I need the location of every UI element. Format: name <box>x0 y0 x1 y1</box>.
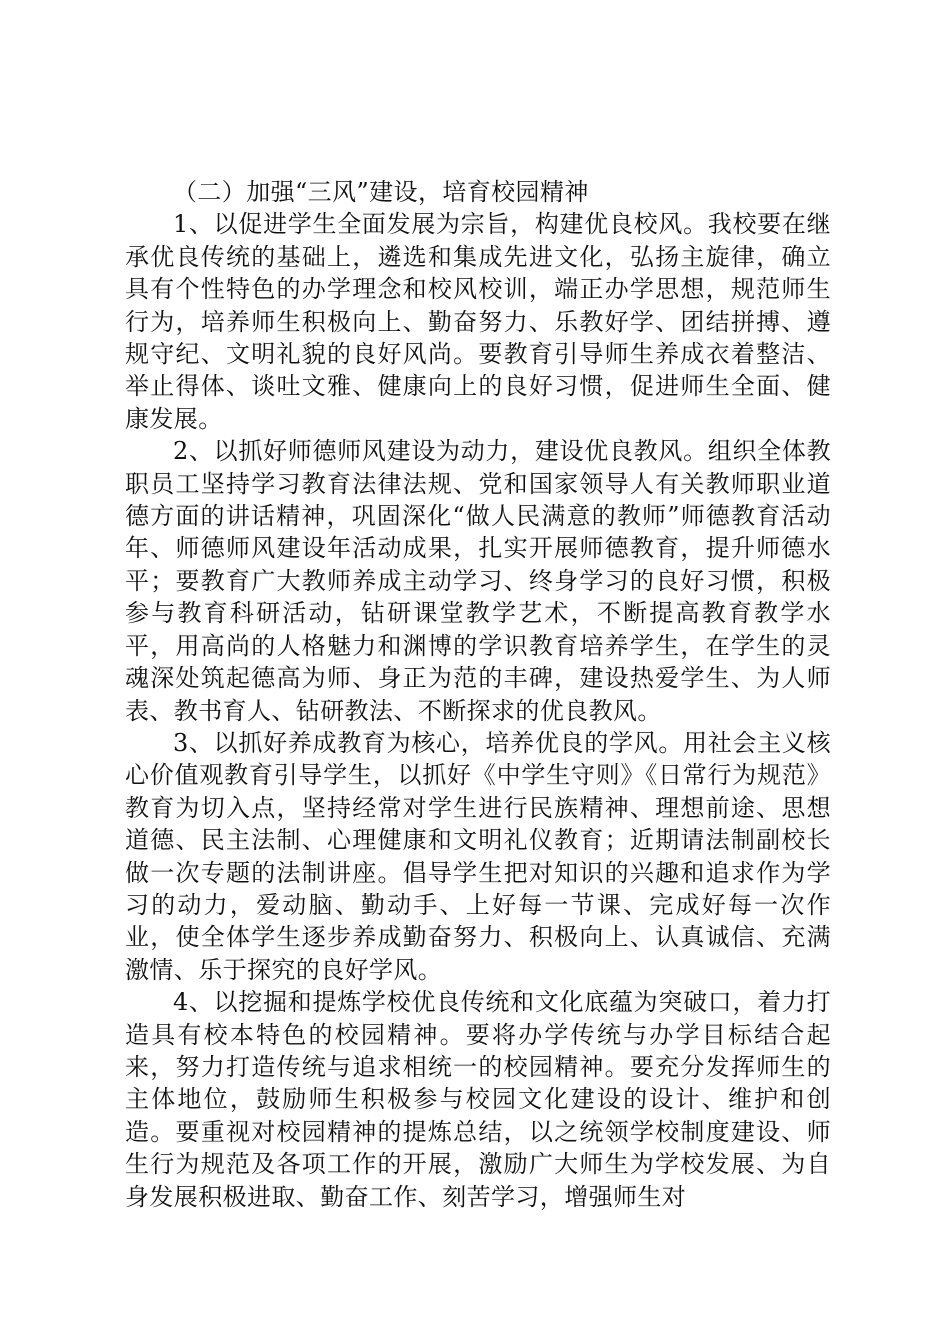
paragraph-teaching-style: 2、以抓好师德师风建设为动力，建设优良教风。组织全体教职员工坚持学习教育法律法规、党和国家领导人有关教师职业道德方面的讲话精神，巩固深化“做人民满意的教师”师德教育活动年、师德师风建设年活动成果，扎实开展师德教育，提升师德水平；要教育广大教师养成主动学习、终身学习的良好习惯，积极参与教育科研活动，钻研课堂教学艺术，不断提高教育教学水平，用高尚的人格魅力和渊博的学识教育培养学生，在学生的灵魂深处筑起德高为师、身正为范的丰碑，建设热爱学生、为人师表、教书育人、钻研教法、不断探求的优良教风。 <box>125 437 831 725</box>
section-heading: （二）加强“三风”建设，培育校园精神 <box>173 178 589 206</box>
paragraph-school-spirit: 1、以促进学生全面发展为宗旨，构建优良校风。我校要在继承优良传统的基础上，遴选和集成先进文化，弘扬主旋律，确立具有个性特色的办学理念和校风校训，端正办学思想，规范师生行为，培养师生积极向上、勤奋努力、乐教好学、团结拼搏、遵规守纪、文明礼貌的良好风尚。要教育引导师生养成衣着整洁、举止得体、谈吐文雅、健康向上的良好习惯，促进师生全面、健康发展。 <box>125 210 831 433</box>
document-body <box>125 176 831 1213</box>
paragraph-campus-spirit: 4、以挖掘和提炼学校优良传统和文化底蕴为突破口，着力打造具有校本特色的校园精神。要将办学传统与办学目标结合起来，努力打造传统与追求相统一的校园精神。要充分发挥师生的主体地位，鼓励师生积极参与校园文化建设的设计、维护和创造。要重视对校园精神的提炼总结，以之统领学校制度建设、师生行为规范及各项工作的开展，激励广大师生为学校发展、为自身发展积极进取、勤奋工作、刻苦学习，增强师生对 <box>125 988 831 1211</box>
paragraph-study-style: 3、以抓好养成教育为核心，培养优良的学风。用社会主义核心价值观教育引导学生，以抓好《中学生守则》《日常行为规范》教育为切入点，坚持经常对学生进行民族精神、理想前途、思想道德、民主法制、心理健康和文明礼仪教育；近期请法制副校长做一次专题的法制讲座。倡导学生把对知识的兴趣和追求作为学习的动力，爱动脑、勤动手、上好每一节课、完成好每一次作业，使全体学生逐步养成勤奋努力、积极向上、认真诚信、充满激情、乐于探究的良好学风。 <box>125 728 831 984</box>
